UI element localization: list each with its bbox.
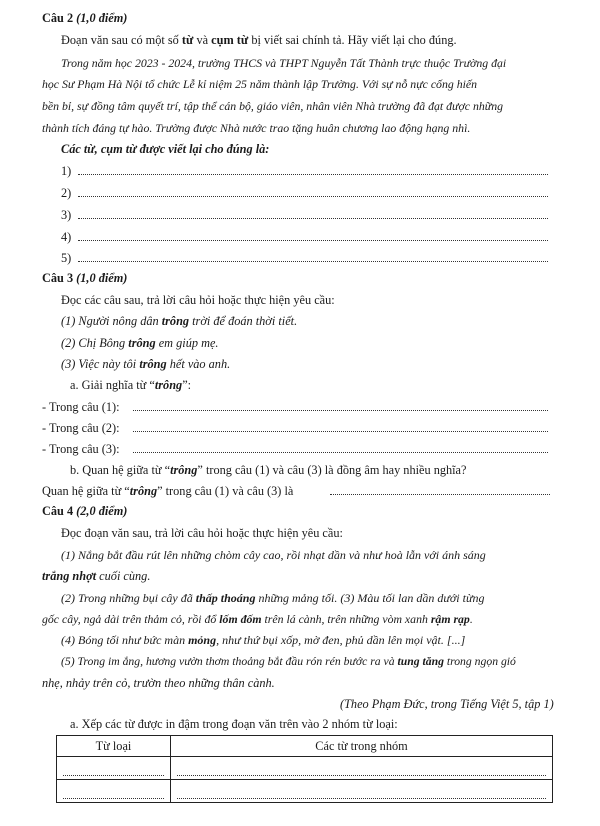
q3-part-a: a. Giải nghĩa từ “trông”: [70, 378, 192, 392]
q2-answer-label-3: 3) [61, 208, 72, 222]
q3-part-b: b. Quan hệ giữa từ “trông” trong câu (1) và câu (3) là đồng âm hay nhiều nghĩa? [70, 463, 467, 477]
q3-answer-line-3[interactable] [133, 452, 548, 453]
q2-passage-line-2: học Sư Phạm Hà Nội tổ chức Lễ kỉ niệm 25 năm thành lập Trường. Với sự nỗ nực cống hiến [42, 77, 478, 91]
q3-answer-line-1[interactable] [133, 410, 548, 411]
q3-sentence-3: (3) Việc này tôi trông hết vào anh. [61, 357, 231, 371]
q2-passage-line-3: bền bỉ, sự đồng tâm quyết trí, tập thể cán bộ, giáo viên, nhân viên Nhà trường đã đạt được những [42, 99, 503, 113]
q2-answer-line-2[interactable] [78, 196, 548, 197]
q2-instruction: Đoạn văn sau có một số từ và cụm từ bị viết sai chính tả. Hãy viết lại cho đúng. [61, 33, 457, 47]
q4-passage-line-7: nhẹ, nhảy trên cỏ, trườn theo những thân cành. [42, 676, 275, 690]
q4-passage-line-3: (2) Trong những bụi cây đã thấp thoáng những mảng tối. (3) Màu tối lan dần dưới từng [61, 591, 485, 605]
q3-sentence-1: (1) Người nông dân trông trời để đoán thời tiết. [61, 314, 298, 328]
q3-sentence-2: (2) Chị Bông trông em giúp mẹ. [61, 336, 219, 350]
q4-passage-line-5: (4) Bóng tối như bức màn mỏng, như thứ bụi xốp, mờ đen, phủ dần lên mọi vật. [...] [61, 633, 466, 647]
table-cell-word-class-1[interactable] [57, 757, 171, 780]
q2-passage-line-4: thành tích đáng tự hào. Trường được Nhà nước trao tặng huân chương lao động hạng nhì. [42, 121, 471, 135]
q2-answer-label-4: 4) [61, 230, 72, 244]
q2-answer-label-1: 1) [61, 164, 72, 178]
q4-instruction: Đọc đoạn văn sau, trả lời câu hỏi hoặc thực hiện yêu cầu: [61, 526, 343, 540]
table-cell-word-class-2[interactable] [57, 780, 171, 803]
table-header-row [57, 736, 553, 757]
q4-passage-line-4: gốc cây, ngả dài trên thảm cỏ, rồi đổ lốm đốm trên lá cành, trên những vòm xanh rậm rạp. [42, 612, 473, 626]
q2-passage-line-1: Trong năm học 2023 - 2024, trường THCS và THPT Nguyễn Tất Thành trực thuộc Trường đại [61, 56, 507, 70]
q2-answer-line-1[interactable] [78, 174, 548, 175]
q3-line-label-1: - Trong câu (1): [42, 400, 120, 414]
q4-passage-line-2: trắng nhợt cuối cùng. [42, 569, 151, 583]
table-header-word-class: Từ loại [57, 736, 171, 757]
q4-passage-line-1: (1) Nắng bắt đầu rút lên những chòm cây cao, rồi nhạt dần và như hoà lẫn với ánh sáng [61, 548, 486, 562]
table-header-words: Các từ trong nhóm [171, 736, 553, 757]
q3-heading: Câu 3 (1,0 điểm) [42, 271, 128, 285]
q4-passage-line-6: (5) Trong im ắng, hương vườn thơm thoảng bắt đầu rón rén bước ra và tung tăng trong ngọn gió [61, 655, 516, 668]
q2-answer-prompt: Các từ, cụm từ được viết lại cho đúng là: [61, 142, 270, 156]
q3-line-label-2: - Trong câu (2): [42, 421, 120, 435]
q4-task-a: a. Xếp các từ được in đậm trong đoạn văn trên vào 2 nhóm từ loại: [70, 717, 398, 731]
q3-answer-line-2[interactable] [133, 431, 548, 432]
q3-line-label-3: - Trong câu (3): [42, 442, 120, 456]
table-cell-words-2[interactable] [171, 780, 553, 803]
q3-relation-answer-line[interactable] [330, 494, 550, 495]
q2-answer-line-5[interactable] [78, 261, 548, 262]
q2-answer-label-5: 5) [61, 251, 72, 265]
q2-answer-label-2: 2) [61, 186, 72, 200]
table-row [57, 780, 553, 803]
q3-relation-line: Quan hệ giữa từ “trông” trong câu (1) và câu (3) là [42, 484, 294, 498]
q4-heading: Câu 4 (2,0 điểm) [42, 504, 128, 518]
q2-answer-line-4[interactable] [78, 240, 548, 241]
q3-instruction: Đọc các câu sau, trả lời câu hỏi hoặc thực hiện yêu cầu: [61, 293, 335, 307]
q2-heading: Câu 2 (1,0 điểm) [42, 11, 128, 25]
table-cell-words-1[interactable] [171, 757, 553, 780]
q2-answer-line-3[interactable] [78, 218, 548, 219]
q4-source: (Theo Phạm Đức, trong Tiếng Việt 5, tập 1) [340, 697, 554, 711]
table-row [57, 757, 553, 780]
word-group-table [56, 735, 553, 803]
